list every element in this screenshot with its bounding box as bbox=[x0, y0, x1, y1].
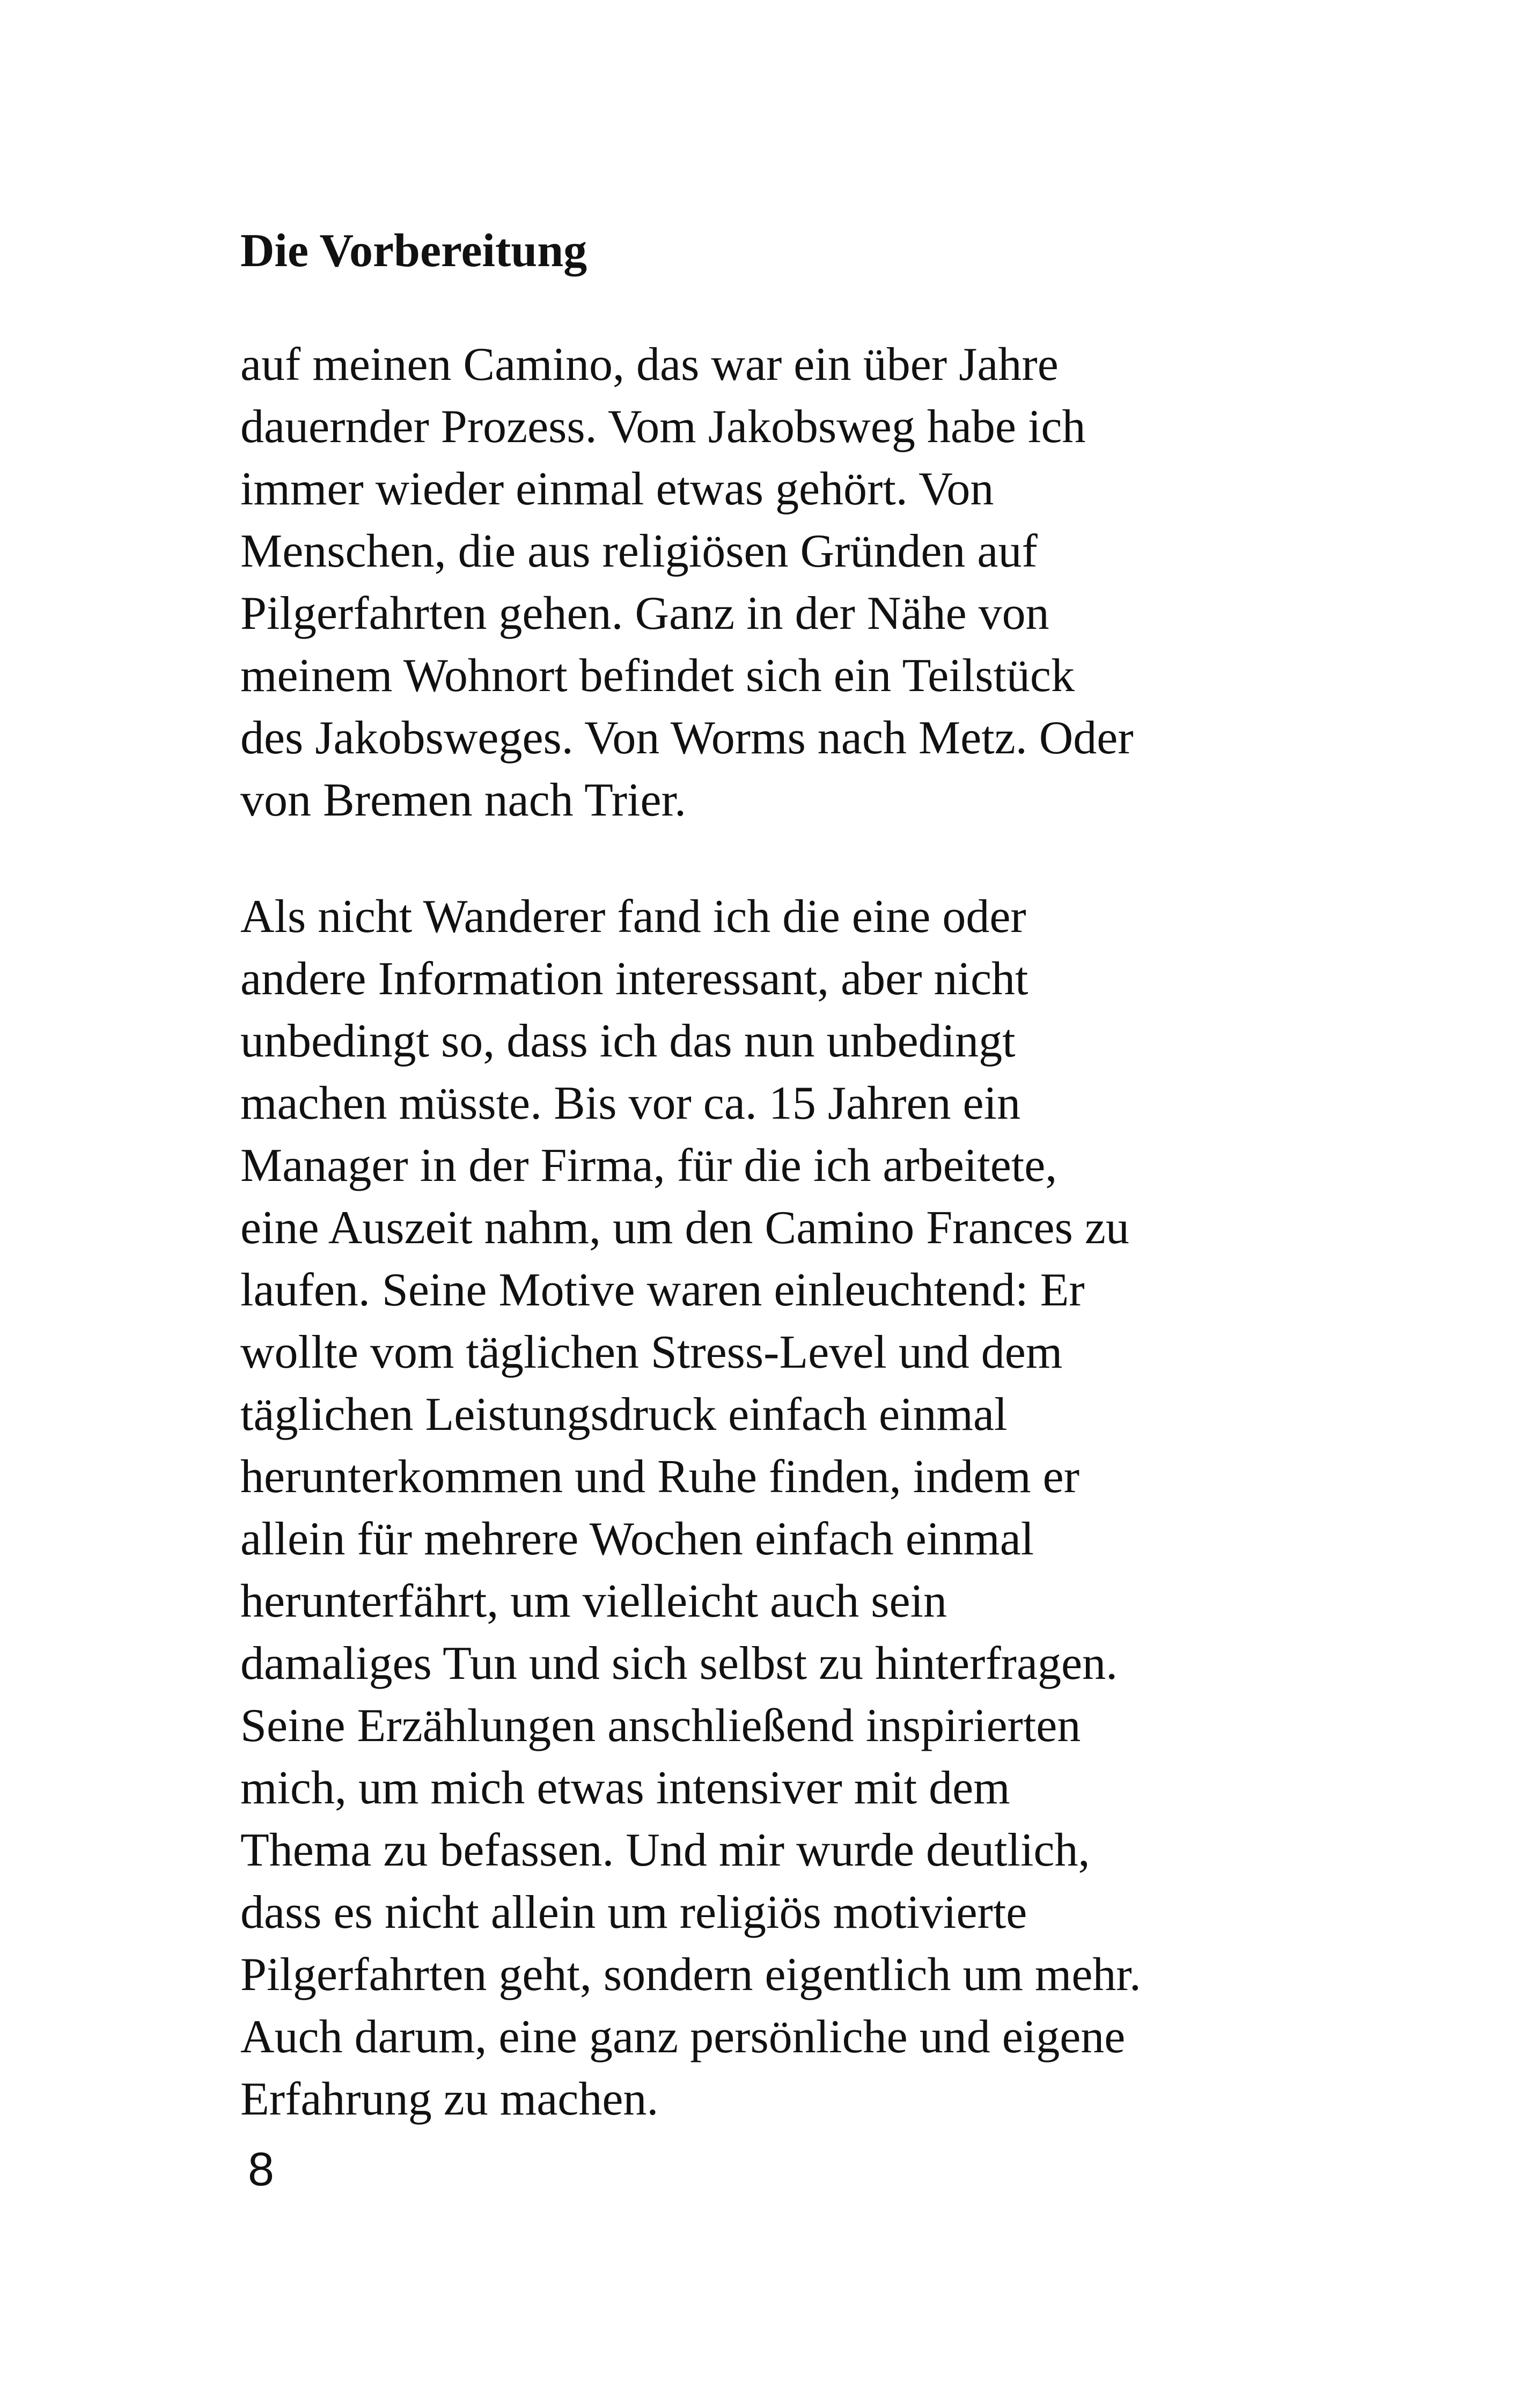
text-line: Seine Erzählungen anschließend inspirierten bbox=[240, 1700, 1081, 1752]
paragraph-1 bbox=[240, 334, 1134, 832]
text-line: Manager in der Firma, für die ich arbeitete, bbox=[240, 1140, 1057, 1192]
text-line: Erfahrung zu machen. bbox=[240, 2073, 659, 2125]
page-number: 8 bbox=[248, 2142, 274, 2196]
text-line: täglichen Leistungsdruck einfach einmal bbox=[240, 1389, 1008, 1441]
text-line: auf meinen Camino, das war ein über Jahre bbox=[240, 339, 1059, 391]
text-line: von Bremen nach Trier. bbox=[240, 774, 687, 826]
text-line: des Jakobsweges. Von Worms nach Metz. Oder bbox=[240, 712, 1134, 764]
text-line: machen müsste. Bis vor ca. 15 Jahren ein bbox=[240, 1077, 1021, 1129]
text-line: Pilgerfahrten gehen. Ganz in der Nähe von bbox=[240, 588, 1049, 640]
text-line: Als nicht Wanderer fand ich die eine oder bbox=[240, 891, 1026, 943]
text-line: herunterfährt, um vielleicht auch sein bbox=[240, 1575, 947, 1627]
text-line: dauernder Prozess. Vom Jakobsweg habe ich bbox=[240, 401, 1086, 453]
text-line: eine Auszeit nahm, um den Camino Frances zu bbox=[240, 1202, 1129, 1254]
text-line: dass es nicht allein um religiös motivierte bbox=[240, 1886, 1027, 1939]
text-line: meinem Wohnort befindet sich ein Teilstück bbox=[240, 650, 1075, 702]
text-line: herunterkommen und Ruhe finden, indem er bbox=[240, 1451, 1080, 1503]
text-line: allein für mehrere Wochen einfach einmal bbox=[240, 1513, 1034, 1565]
text-line: andere Information interessant, aber nicht bbox=[240, 953, 1028, 1005]
text-line: Auch darum, eine ganz persönliche und eigene bbox=[240, 2011, 1126, 2063]
text-line: damaliges Tun und sich selbst zu hinterfragen. bbox=[240, 1638, 1118, 1690]
paragraph-2 bbox=[240, 886, 1141, 2131]
text-line: Pilgerfahrten geht, sondern eigentlich um mehr. bbox=[240, 1949, 1141, 2001]
text-line: unbedingt so, dass ich das nun unbedingt bbox=[240, 1015, 1016, 1067]
text-line: Thema zu befassen. Und mir wurde deutlich, bbox=[240, 1824, 1090, 1876]
text-line: mich, um mich etwas intensiver mit dem bbox=[240, 1762, 1010, 1814]
text-line: wollte vom täglichen Stress-Level und dem bbox=[240, 1326, 1063, 1378]
text-line: laufen. Seine Motive waren einleuchtend: Er bbox=[240, 1264, 1085, 1316]
section-heading: Die Vorbereitung bbox=[240, 225, 587, 277]
text-line: immer wieder einmal etwas gehört. Von bbox=[240, 463, 994, 515]
text-line: Menschen, die aus religiösen Gründen auf bbox=[240, 525, 1038, 577]
